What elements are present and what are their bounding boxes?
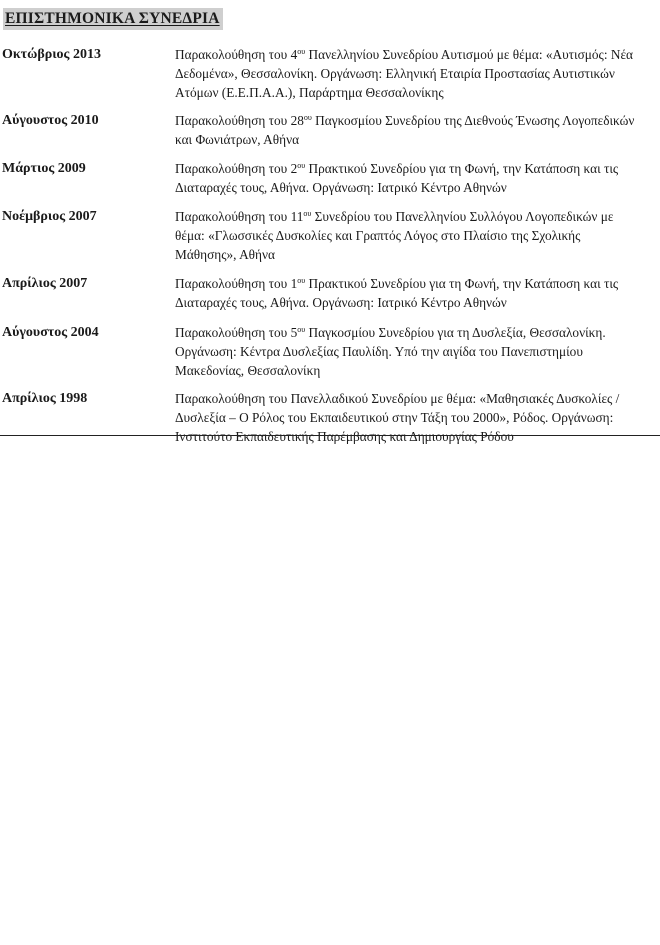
entry-text-start: Παρακολούθηση του Πανελλαδικού Συνεδρίου με θέμα: «Μαθησιακές Δυσκολίες / Δυσλεξία – Ο Ρόλος του Εκπαιδευτικού στην Τάξη του 2000», Ρόδος. Οργάνωση: Ινστιτούτο Εκπαιδευτικής Παρέμβασης και Δημιουργίας Ρόδου	[175, 391, 620, 444]
entry-text-rest: Συνεδρίου του Πανελληνίου Συλλόγου Λογοπεδικών με θέμα: «Γλωσσικές Δυσκολίες και Γραπτός Λόγος στο Πλαίσιο της Σχολικής Μάθησης», Αθήνα	[175, 209, 614, 262]
entry-date: Απρίλιος 2007	[2, 276, 88, 291]
entry-date: Οκτώβριος 2013	[2, 47, 101, 62]
ordinal-suffix: ου	[297, 325, 306, 334]
entry-text-start: Παρακολούθηση του 4	[175, 47, 298, 62]
entry-text-rest: Παγκοσμίου Συνεδρίου για τη Δυσλεξία, Θεσσαλονίκη. Οργάνωση: Κέντρα Δυσλεξίας Παυλίδη. Υπό την αιγίδα του Πανεπιστημίου Μακεδονίας, Θεσσαλονίκη	[175, 325, 606, 378]
entry-description	[175, 207, 645, 264]
ordinal-suffix: ου	[303, 209, 312, 218]
ordinal-suffix: ου	[297, 47, 306, 56]
entry-date: Μάρτιος 2009	[2, 161, 86, 176]
entry-date: Αύγουστος 2010	[2, 113, 99, 128]
entry-description	[175, 274, 645, 312]
entry-text-rest: Παγκοσμίου Συνεδρίου της Διεθνούς Ένωσης Λογοπεδικών και Φωνιάτρων, Αθήνα	[175, 113, 635, 147]
entry-date: Αύγουστος 2004	[2, 325, 99, 340]
entry-description	[175, 159, 645, 197]
entry-text-start: Παρακολούθηση του 2	[175, 161, 298, 176]
entry-description	[175, 45, 645, 102]
entry-text-start: Παρακολούθηση του 5	[175, 325, 298, 340]
entry-text-rest: Πανελληνίου Συνεδρίου Αυτισμού με θέμα: «Αυτισμός: Νέα Δεδομένα», Θεσσαλονίκη. Οργάνωση: Ελληνική Εταιρία Προστασίας Αυτιστικών Ατόμων (Ε.Ε.Π.Α.Α.), Παράρτημα Θεσσαλονίκης	[175, 47, 633, 100]
entry-date: Απρίλιος 1998	[2, 391, 88, 406]
section-title: ΕΠΙΣΤΗΜΟΝΙΚΑ ΣΥΝΕΔΡΙΑ	[3, 8, 223, 30]
entry-description	[175, 111, 645, 149]
entry-date: Νοέμβριος 2007	[2, 209, 97, 224]
section-bottom-rule	[0, 435, 660, 436]
entry-description	[175, 389, 645, 446]
entry-text-start: Παρακολούθηση του 1	[175, 276, 298, 291]
entry-text-rest: Πρακτικού Συνεδρίου για τη Φωνή, την Κατάποση και τις Διαταραχές τους, Αθήνα. Οργάνωση: Ιατρικό Κέντρο Αθηνών	[175, 276, 619, 310]
entry-text-start: Παρακολούθηση του 28	[175, 113, 304, 128]
ordinal-suffix: ου	[303, 113, 312, 122]
entry-description	[175, 323, 645, 380]
ordinal-suffix: ου	[297, 276, 306, 285]
entry-text-start: Παρακολούθηση του 11	[175, 209, 304, 224]
ordinal-suffix: ου	[297, 161, 306, 170]
entry-text-rest: Πρακτικού Συνεδρίου για τη Φωνή, την Κατάποση και τις Διαταραχές τους, Αθήνα. Οργάνωση: Ιατρικό Κέντρο Αθηνών	[175, 161, 619, 195]
